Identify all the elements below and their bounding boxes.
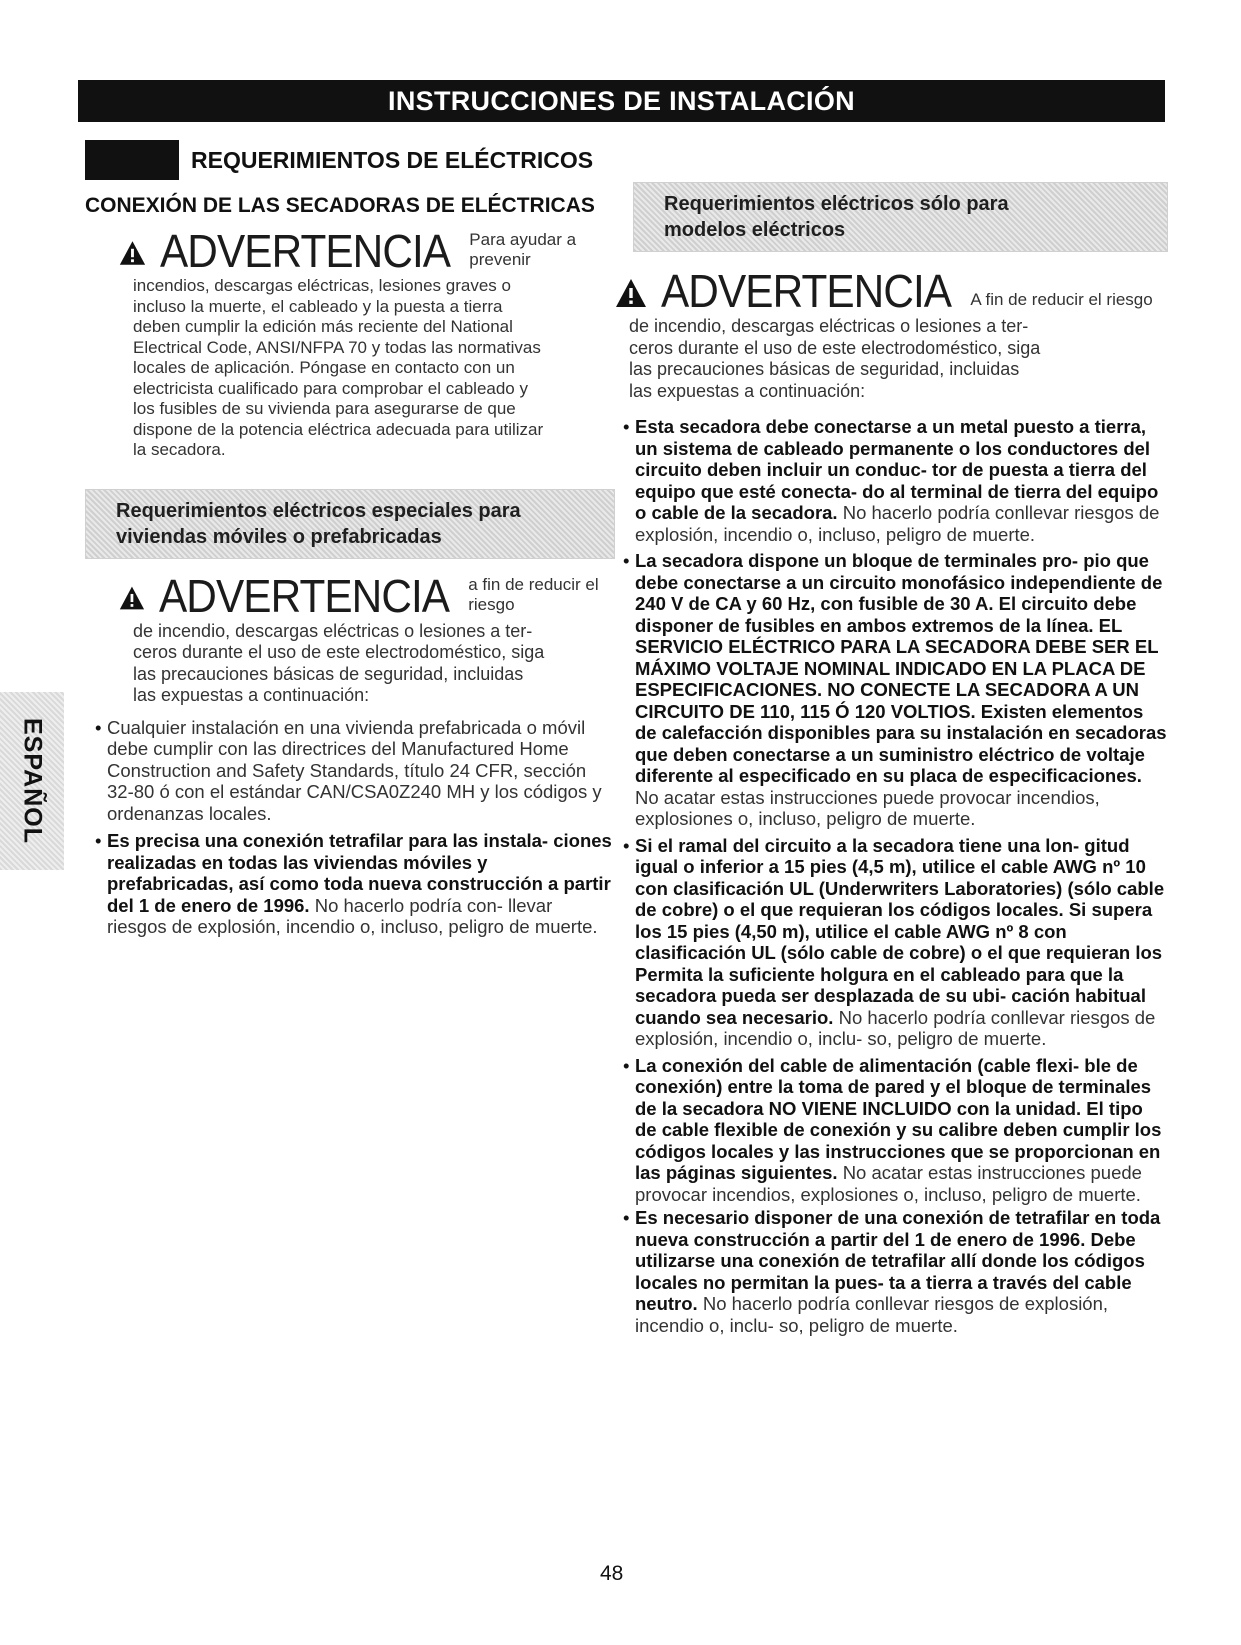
- warning-lead-text: a fin de reducir el riesgo: [468, 574, 599, 614]
- sub-heading: CONEXIÓN DE LAS SECADORAS DE ELÉCTRICAS: [85, 194, 595, 217]
- shaded-heading-box: [85, 489, 615, 559]
- warning-line: electricista cualificado para comprobar el cableado y: [133, 378, 528, 398]
- warning-triangle-icon: [119, 583, 145, 613]
- section-title-text: REQUERIMIENTOS DE ELÉCTRICOS: [191, 146, 594, 173]
- warning-lead-text: Para ayudar a prevenir: [469, 230, 577, 269]
- left-column: [85, 140, 615, 938]
- warning-line: locales de aplicación. Póngase en contacto con un: [133, 358, 515, 377]
- warning-line: de incendio, descargas eléctricas o lesiones a ter-: [629, 316, 1029, 336]
- warning-line: Electrical Code, ANSI/NFPA 70 y todas las normativas: [133, 337, 541, 357]
- language-label: ESPAÑOL: [18, 718, 47, 844]
- list-item: • Es necesario disponer de una conexión de tetrafilar en toda nueva construcción a partir del 1 de enero de 1996. Debe utilizarse una conexión de tetrafilar allí donde los códigos locales no permitan la pues- ta a tierra a través del cable neutro. No hacerlo podría conllevar riesgos de explosión, incendio o, inclu- so, peligro de muerte.: [613, 1207, 1168, 1336]
- warning-line: dispone de la potencia eléctrica adecuada para utilizar: [133, 419, 544, 439]
- box-line: viviendas móviles o prefabricadas: [116, 525, 442, 548]
- warning-body: [629, 316, 1168, 402]
- warning-line: las expuestas a continuación:: [133, 685, 370, 705]
- warning-header: [119, 225, 615, 277]
- right-column: [629, 182, 1168, 1336]
- section-marker: [85, 140, 179, 180]
- section-title: [85, 140, 615, 180]
- list-item: • Es precisa una conexión tetrafilar para las instala- ciones realizadas en todas las viviendas móviles y prefabricadas, así como toda nueva construcción a partir del 1 de enero de 1996. No hacerlo podría con- llevar riesgos de explosión, incendio o, incluso, peligro de muerte.: [85, 830, 615, 938]
- list-item: • Si el ramal del circuito a la secadora tiene una lon- gitud igual o inferior a 15 pies (4,5 m), utilice el cable AWG nº 10 con clasificación UL (Underwriters Laboratories) (sólo cable de cobre) o el que requieran los códigos locales. Si supera los 15 pies (4,50 m), utilice el cable AWG nº 8 con clasificación UL (sólo cable de cobre) o el que requieran los Permita la suficiente holgura en el cableado para que la secadora pueda ser desplazada de su ubi- cación habitual cuando sea necesario. No hacerlo podría conllevar riesgos de explosión, incendio o, inclu- so, peligro de muerte.: [613, 835, 1168, 1050]
- warning-word: ADVERTENCIA: [159, 225, 451, 277]
- box-line: Requerimientos eléctricos sólo para: [664, 193, 1009, 215]
- warning-triangle-icon: [119, 238, 146, 268]
- bullet-list: [613, 416, 1168, 1336]
- warning-body: [133, 276, 615, 461]
- warning-body: [133, 621, 615, 707]
- warning-line: de incendio, descargas eléctricas o lesiones a ter-: [133, 620, 533, 641]
- warning-line: las precauciones básicas de seguridad, incluidas: [133, 663, 524, 684]
- warning-line: las precauciones básicas de seguridad, incluidas: [629, 359, 1020, 379]
- list-item: • Cualquier instalación en una vivienda prefabricada o móvil debe cumplir con las directrices del Manufactured Home Construction and Safety Standards, título 24 CFR, sección 32-80 ó con el estándar CAN/CSA0Z240 MH y los códigos y ordenanzas locales.: [85, 717, 615, 825]
- warning-word: ADVERTENCIA: [158, 569, 450, 622]
- warning-word: ADVERTENCIA: [661, 265, 952, 317]
- shaded-heading-box: [633, 182, 1168, 252]
- list-item: • La conexión del cable de alimentación (cable flexi- ble de conexión) entre la toma de pared y el bloque de terminales de la secadora NO VIENE INCLUIDO con la unidad. El tipo de cable flexible de conexión y su calibre deben cumplir los códigos locales y las instrucciones que se proporcionan en las páginas siguientes. No acatar estas instrucciones puede provocar incendios, explosiones o, incluso, peligro de muerte.: [613, 1055, 1168, 1206]
- language-side-tab: [0, 692, 64, 870]
- warning-triangle-icon: [615, 278, 647, 308]
- warning-line: incendios, descargas eléctricas, lesiones graves o: [133, 276, 511, 295]
- box-line: modelos eléctricos: [664, 219, 846, 241]
- warning-line: deben cumplir la edición más reciente del National: [133, 317, 513, 336]
- box-line: Requerimientos eléctricos especiales para: [116, 499, 521, 522]
- warning-header: [119, 569, 615, 622]
- warning-line: ceros durante el uso de este electrodoméstico, siga: [629, 337, 1041, 358]
- list-item: • La secadora dispone un bloque de terminales pro- pio que debe conectarse a un circuito monofásico independiente de 240 V de CA y 60 Hz, con fusible de 30 A. El circuito debe disponer de fusibles en ambos extremos de la línea. EL SERVICIO ELÉCTRICO PARA LA SECADORA DEBE SER EL MÁXIMO VOLTAJE NOMINAL INDICADO EN LA PLACA DE ESPECIFICACIONES. NO CONECTE LA SECADORA A UN CIRCUITO DE 110, 115 Ó 120 VOLTIOS. Existen elementos de calefacción disponibles para su instalación en secadoras que deben conectarse a un suministro eléctrico de voltaje diferente al especificado en su placa de especificaciones. No acatar estas instrucciones puede provocar incendios, explosiones o, incluso, peligro de muerte.: [613, 550, 1168, 830]
- warning-lead-text: A fin de reducir el riesgo: [970, 290, 1153, 309]
- list-item: • Esta secadora debe conectarse a un metal puesto a tierra, un sistema de cableado permanente o los conductores del circuito deben incluir un conduc- tor de puesta a tierra del equipo que esté conecta- do al terminal de tierra del equipo o cable de la secadora. No hacerlo podría conllevar riesgos de explosión, incendio o, incluso, peligro de muerte.: [613, 416, 1168, 545]
- warning-header: [615, 265, 1168, 317]
- warning-line: las expuestas a continuación:: [629, 380, 866, 401]
- bullet-list: [85, 717, 615, 938]
- warning-line: la secadora.: [133, 440, 226, 459]
- page-number: 48: [600, 1562, 624, 1585]
- page-banner: INSTRUCCIONES DE INSTALACIÓN: [78, 80, 1165, 122]
- warning-line: ceros durante el uso de este electrodoméstico, siga: [133, 642, 545, 662]
- warning-line: incluso la muerte, el cableado y la puesta a tierra: [133, 296, 503, 316]
- warning-line: los fusibles de su vivienda para asegurarse de que: [133, 399, 516, 418]
